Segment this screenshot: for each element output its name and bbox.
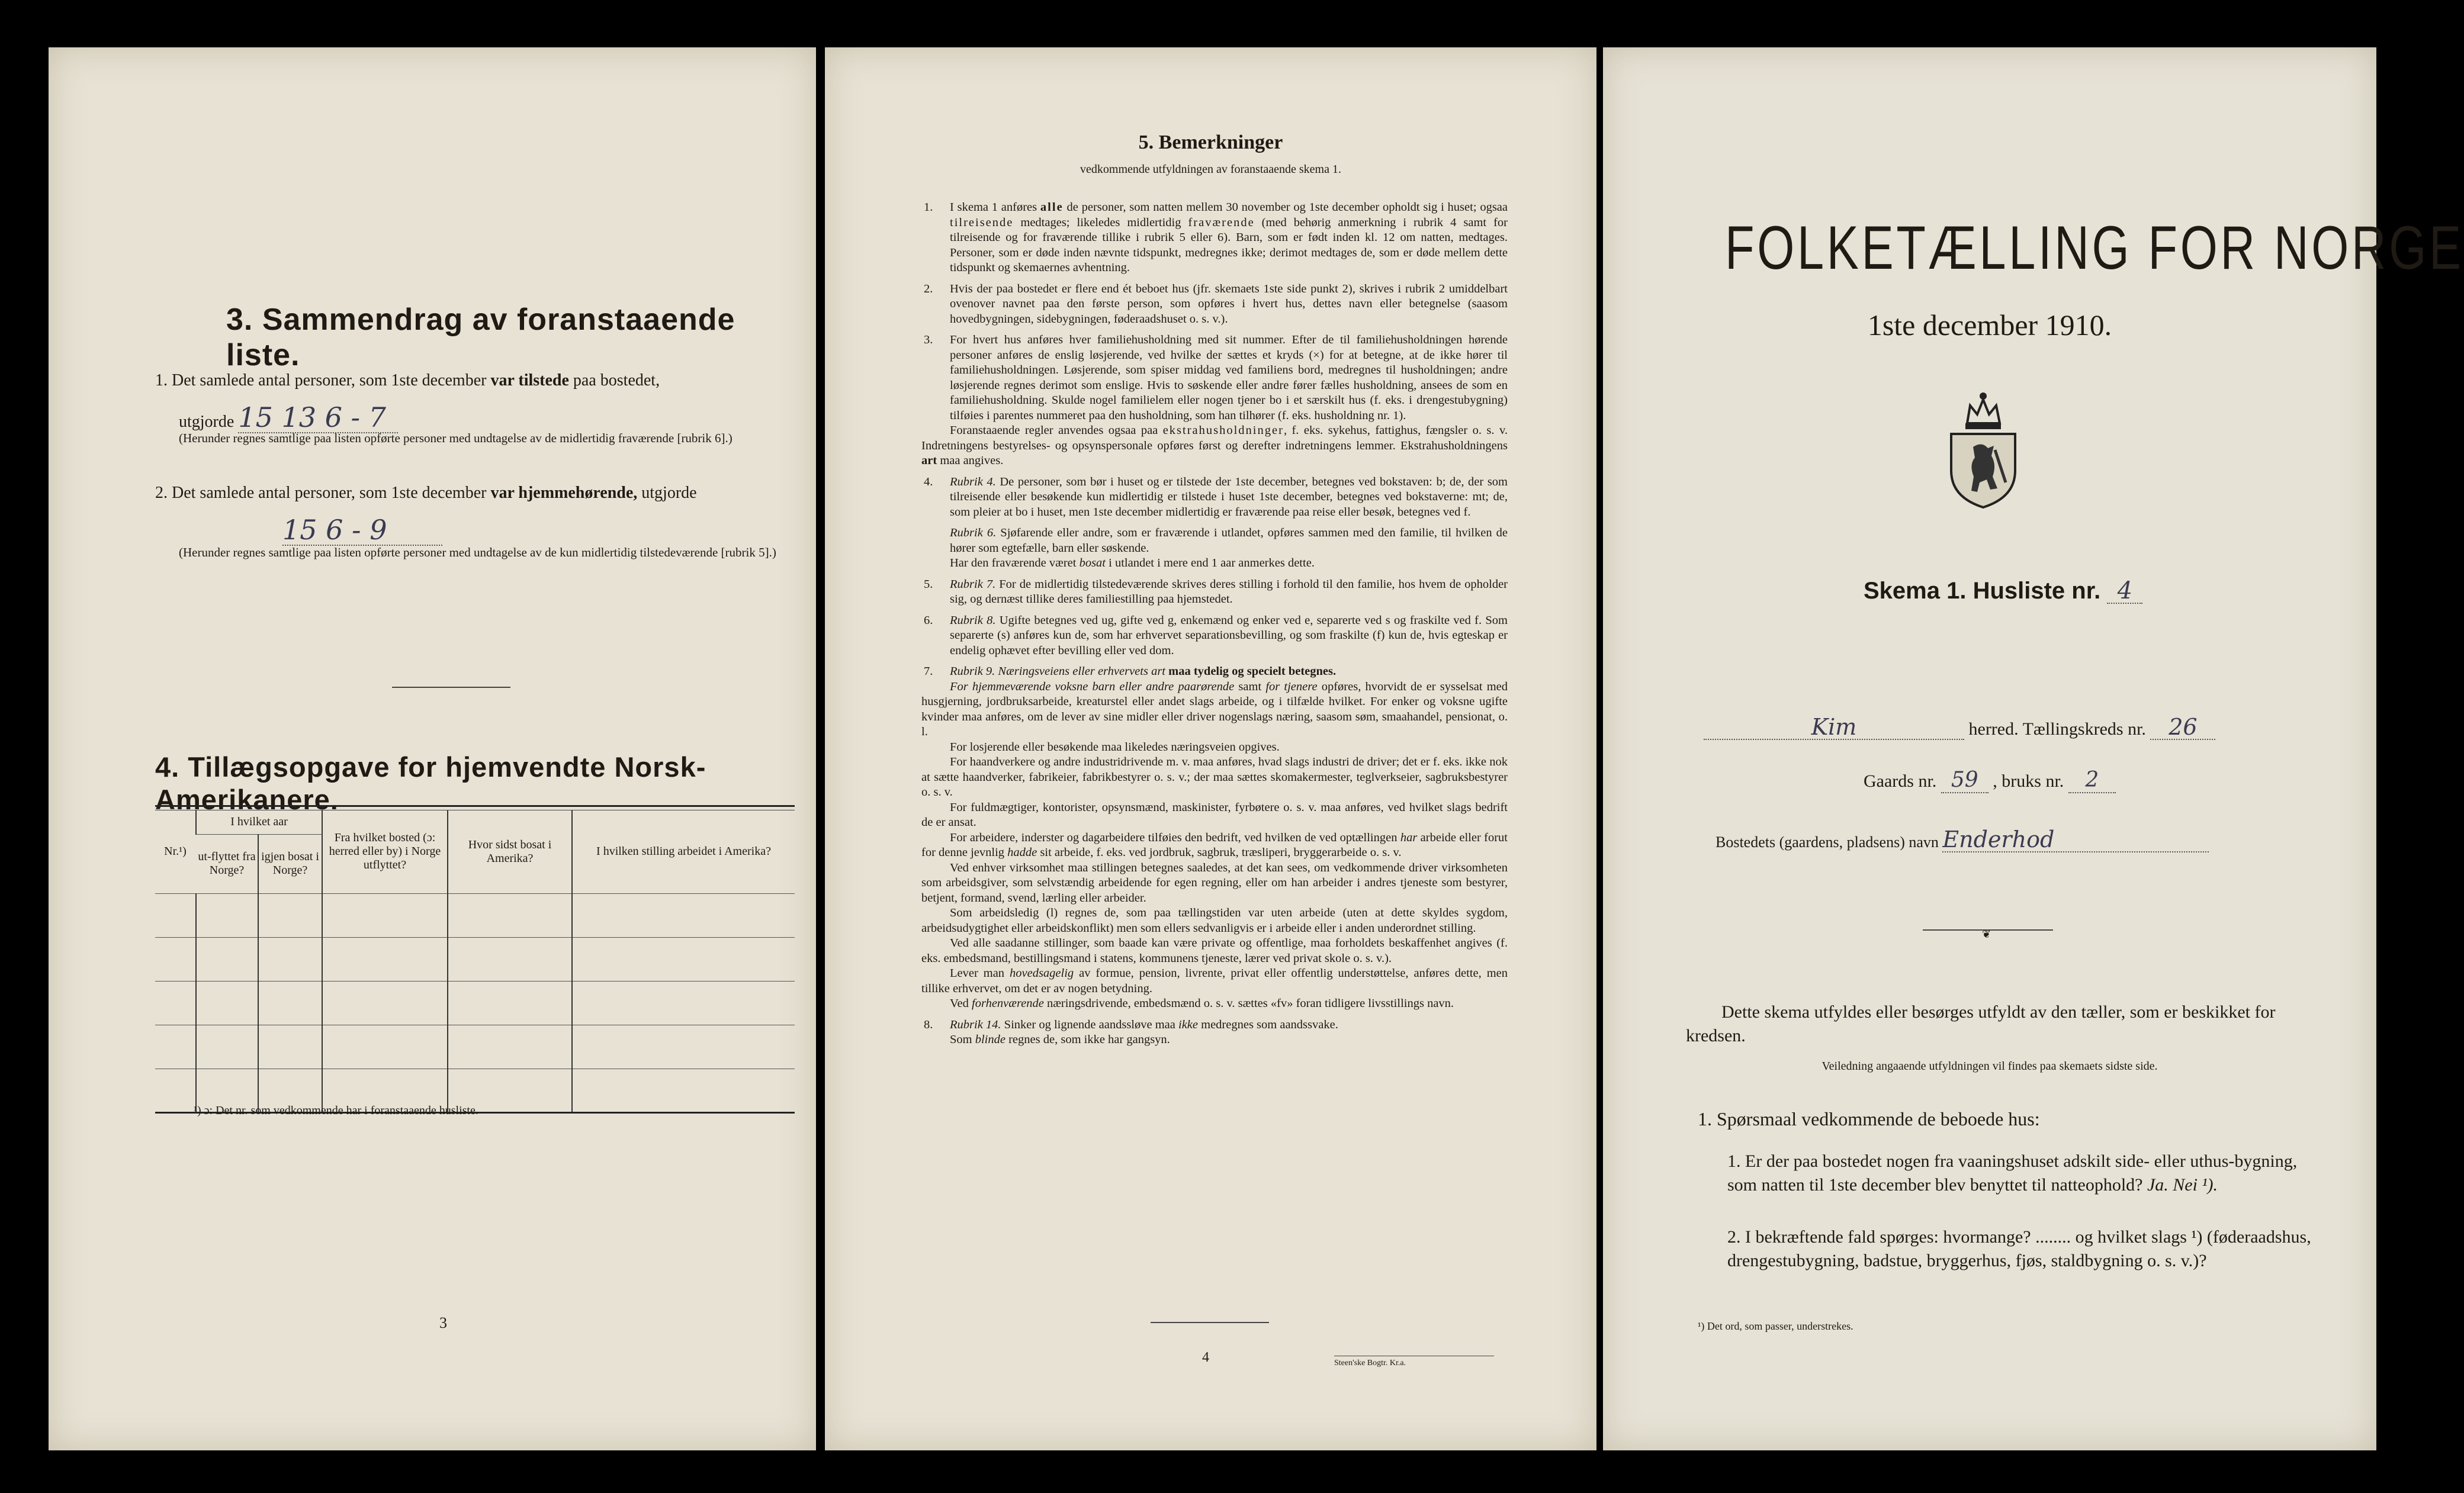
norway-coat-of-arms-icon [1941,382,2026,509]
bruks-value: 2 [2068,768,2116,793]
cover-date: 1ste december 1910. [1867,308,2112,342]
veiledning-text: Veiledning angaaende utfyldningen vil findes paa skemaets sidste side. [1822,1060,2158,1073]
gaards-value: 59 [1941,768,1988,793]
bemerkninger-title: 5. Bemerkninger [1138,131,1283,153]
section-4-title: 4. Tillægsopgave for hjemvendte Norsk-Amerikanere. [155,751,706,815]
header-nr: Nr.¹) [155,810,196,893]
intro-text: Dette skema utfyldes eller besørges utfyldt av den tæller, som er beskikket for kredsen. [1686,1002,2276,1045]
bosted-value: Enderhod [1942,828,2209,852]
bosted-line: Bostedets (gaardens, pladsens) navn Enderhod [1716,828,2209,854]
divider [392,687,510,688]
question-2: 2. I bekræftende fald spørges: hvormange? ........ og hvilket slags ¹) (føderaadshus, drengestubygning, badstue, bryggerhus, fjøs, staldbygning o. s. v.)? [1727,1227,2311,1270]
question-1: 1. Er der paa bostedet nogen fra vaaningshuset adskilt side- eller uthus-bygning, som natten til 1ste december blev benyttet til natteophold? Ja. Nei ¹). [1727,1151,2298,1195]
husliste-number: 4 [2107,579,2142,604]
herred-value: Kim [1704,715,1964,740]
handwritten-resident-count: 15 6 - 9 [282,515,442,546]
printer-mark: Steen'ske Bogtr. Kr.a. [1334,1359,1406,1367]
table-footnote: ¹) ɔ: Det nr. som vedkommende har i foranstaaende husliste. [194,1104,478,1117]
divider [1151,1322,1269,1323]
header-fra-hvilket: Fra hvilket bosted (ɔ: herred eller by) i Norge utflyttet? [322,810,448,893]
header-stilling: I hvilken stilling arbeidet i Amerika? [572,810,795,893]
cover-title: FOLKETÆLLING FOR NORGE [1725,214,2464,282]
table-row [155,893,795,937]
item-2-note: (Herunder regnes samtlige paa listen opførte personer med undtagelse av de kun midlertidig tilstedeværende [rubrik 5].) [179,545,776,559]
skema-line: Skema 1. Husliste nr. 4 [1864,579,2142,604]
item-1-note: (Herunder regnes samtlige paa listen opførte personer med undtagelse av de midlertidig fraværende [rubrik 6].) [179,431,733,445]
page-number: 3 [439,1314,447,1331]
left-page [49,47,816,1450]
page-number: 4 [1202,1350,1209,1365]
cover-page: FOLKETÆLLING FOR NORGE 1ste december 1910. Skema 1. Husliste nr. 4 Kim herred. Tællingskreds nr. 26 Gaards nr. 59 , bruks nr. 2 Bostedets (gaardens, pladsens) navn Enderhod ❦ Dette skema utfyldes eller besørges utfyldt av den tæller, som er beskikket for kredsen. Veiledning angaaende utfyldningen vil findes paa skemaets sidste side. 1. Spørsmaal vedkommende de beboede hus: 1. Er der paa bostedet nogen fra vaaningshuset adskilt side- eller uthus-bygning, som natten til 1ste december blev benyttet til natteophold? Ja. Nei ¹). 2. I bekræftende fald spørges: hvormange? ........ og hvilket slags ¹) (føderaadshus, drengestubygning, badstue, bryggerhus, fjøs, staldbygning o. s. v.)? ¹) Det ord, som passer, understrekes. [1603,47,2376,1450]
questions-title: 1. Spørsmaal vedkommende de beboede hus: [1698,1108,2040,1130]
table-row [155,1025,795,1069]
summary-item-1: 1. Det samlede antal personer, som 1ste december var tilstede paa bostedet, [155,371,660,390]
norsk-amerikanere-table [155,805,795,1114]
answer-ja-nei: Ja. Nei ¹). [2147,1175,2218,1195]
middle-page [825,47,1596,1450]
table-row [155,981,795,1025]
header-hvor-sidst: Hvor sidst bosat i Amerika? [448,810,572,893]
utgjorde-line-1: utgjorde 15 13 6 - 7 [179,403,398,437]
table-row [155,937,795,981]
herred-line: Kim herred. Tællingskreds nr. 26 [1704,715,2308,741]
bemerkninger-subtitle: vedkommende utfyldningen av foranstaaende skema 1. [1080,163,1341,176]
header-utflyttet: ut-flyttet fra Norge? [196,834,258,893]
header-hvilket-aar: I hvilket aar [196,810,322,834]
handwritten-present-count: 15 13 6 - 7 [238,403,398,433]
header-igjen: igjen bosat i Norge? [258,834,322,893]
cover-footnote: ¹) Det ord, som passer, understrekes. [1698,1320,1853,1332]
gaards-line: Gaards nr. 59 , bruks nr. 2 [1864,768,2116,793]
kreds-value: 26 [2150,715,2215,740]
section-3-title: 3. Sammendrag av foranstaaende liste. [226,303,735,372]
summary-item-2: 2. Det samlede antal personer, som 1ste december var hjemmehørende, utgjorde [155,484,697,502]
remarks-body: 1. I skema 1 anføres alle de personer, som natten mellem 30 november og 1ste december opholdt sig i huset; ogsaa tilreisende medtages; likeledes midlertidig fraværende (med behørig anmerkning i rubrik 4 samt for tilreisende og for fraværende tillike i rubrik 5 eller 6). Barn, som er født inden kl. 12 om natten, medtages. Personer, som er døde inden nævnte tidspunkt, medregnes ikke; derimot medtages de, som er døde mellem dette tidspunkt og skemaernes avhentning. 2. Hvis der paa bostedet er flere end ét beboet hus (jfr. skemaets 1ste side punkt 2), skrives i rubrik 2 umiddelbart ovenover navnet paa den første person, som opføres i hvert hus, dettes navn eller betegnelse (saasom hovedbygningen, sidebygningen, føderaadshuset o. s. v.). 3. For hvert hus anføres hver familiehusholdning med sit nummer. Efter de til familiehusholdningen hørende personer anføres de enslig løsjerende, ved hvilke der sættes et kryds (×) for at betegne, at de ikke hører til familiehusholdningen. Løsjerende, som spiser middag ved familiens bord, medregnes til husholdningen; andre løsjerende regnes derimot som enslige. Hvis to søskende eller andre fører fælles husholdning, ansees de som en familiehusholdning. Skulde nogel familielem eller nogen tjener bo i et særskilt hus (f. eks. i drengestubygning) tilføies i parentes nummeret paa den husholdning, som han tilhører (f. eks. husholdning nr. 1). Foranstaaende regler anvendes ogsaa paa ekstrahusholdninger, f. eks. sykehus, fattighus, fængsler o. s. v. Indretningens bestyrelses- og opsynspersonale opføres først og derefter indretningens lemmer. Ekstrahusholdningens art maa angives. 4. Rubrik 4. De personer, som bør i huset og er tilstede der 1ste december, betegnes ved bokstaven: b; de, der som tilreisende eller besøkende kun midlertidig er tilstede i huset 1ste december, betegnes ved bokstaverne: mt; de, som pleier at bo i huset, men 1ste december midlertidig er fraværende paa reise eller besøk, betegnes ved f. Rubrik 6. Sjøfarende eller andre, som er fraværende i utlandet, opføres sammen med den familie, til hvilken de hører som egtefælle, barn eller søskende. Har den fraværende været bosat i utlandet i mere end 1 aar anmerkes dette. 5. Rubrik 7. For de midlertidig tilstedeværende skrives deres stilling i forhold til den familie, hos hvem de opholder sig, og dernæst tillike deres familiestilling paa hjemstedet. 6. Rubrik 8. Ugifte betegnes ved ug, gifte ved g, enkemænd og enker ved e, separerte ved s og fraskilte ved f. Som separerte (s) anføres kun de, som har erhvervet separationsbevilling, og som fraskilte (f) kun de, hvis egteskap er endelig ophævet efter bevilling eller ved dom. 7. Rubrik 9. Næringsveiens eller erhvervets art maa tydelig og specielt betegnes. For hjemmeværende voksne barn eller andre paarørende samt for tjenere opføres, hvorvidt de er sysselsat med husgjerning, jordbruksarbeide, kreaturstel eller andet slags arbeide, og i tilfælde hvilket. For enker og voksne ugifte kvinder maa anføres, om de lever av sine midler eller driver nogenslags næring, saasom søm, smaahandel, pensionat, o. l. For losjerende eller besøkende maa likeledes næringsveien opgives. For haandverkere og andre industridrivende m. v. maa anføres, hvad slags industri de driver; det er f. eks. ikke nok at sætte haandverker, fabrikeier, fabrikbestyrer o. s. v.; der maa sættes skomakermester, teglverkseier, sagbruksbestyrer o. s. v. For fuldmægtiger, kontorister, opsynsmænd, maskinister, fyrbøtere o. s. v. maa anføres, ved hvilket slags bedrift de er ansat. For arbeidere, inderster og dagarbeidere tilføies den bedrift, ved hvilken de ved optællingen har arbeide eller forut for denne jevnlig hadde sit arbeide, f. eks. ved jordbruk, sagbruk, træsliperi, bryggerarbeide o. s. v. Ved enhver virksomhet maa stillingen betegnes saaledes, at det kan sees, om vedkommende driver virksomheten som arbeidsgiver, som selvstændig arbeidende for egen regning, eller om han arbeider i andres tjeneste som bestyrer, betjent, formand, svend, lærling eller arbeider. Som arbeidsledig (l) regnes de, som paa tællingstiden var uten arbeide (uten at dette skyldes sygdom, arbeidsudygtighet eller arbeidskonflikt) men som ellers sedvanligvis er i arbeide eller i anden underordnet stilling. Ved alle saadanne stillinger, som baade kan være private og offentlige, maa forholdets beskaffenhet angives (f. eks. embedsmand, bestillingsmand i statens, kommunens tjeneste, lærer ved privat skole o. s. v.). Lever man hovedsagelig av formue, pension, livrente, privat eller offentlig understøttelse, anføres dette, men tillike erhvervet, om det er av nogen betydning. Ved forhenværende næringsdrivende, embedsmænd o. s. v. sættes «fv» foran tidligere livsstillings navn. 8. Rubrik 14. Sinker og lignende aandssløve maa ikke medregnes som aandssvake. Som blinde regnes de, som ikke har gangsyn. [921,201,1508,1046]
